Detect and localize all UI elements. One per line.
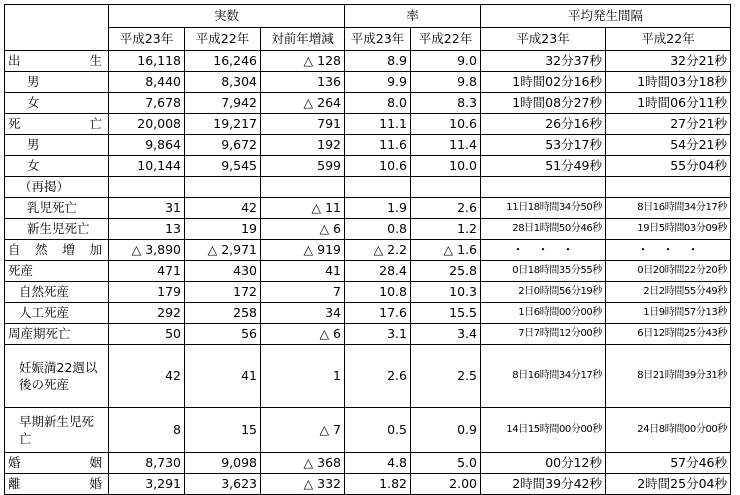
change-value: 136 — [261, 72, 345, 93]
interval-h23: 7日7時間12分00秒 — [481, 324, 606, 345]
count-h23: 8,440 — [109, 72, 185, 93]
row-label: 離 婚 — [5, 474, 109, 495]
row-label: 乳児死亡 — [5, 198, 109, 219]
table-row — [5, 51, 731, 72]
rate-h23: 28.4 — [345, 261, 411, 282]
rate-h23: 9.9 — [345, 72, 411, 93]
count-h22: 41 — [185, 345, 261, 408]
rate-h22: 10.6 — [411, 114, 481, 135]
count-h22: 19 — [185, 219, 261, 240]
interval-h22: 55分04秒 — [606, 156, 731, 177]
count-h22: 42 — [185, 198, 261, 219]
change-value: 599 — [261, 156, 345, 177]
rate-h23: 8.9 — [345, 51, 411, 72]
interval-h22: 8日21時間39分31秒 — [606, 345, 731, 408]
rate-h23: 0.5 — [345, 408, 411, 453]
rate-h23: 3.1 — [345, 324, 411, 345]
count-h22: 172 — [185, 282, 261, 303]
count-h22: 15 — [185, 408, 261, 453]
count-h23: 3,291 — [109, 474, 185, 495]
rate-h22: 2.6 — [411, 198, 481, 219]
table-row — [5, 156, 731, 177]
interval-h23: 2日0時間56分19秒 — [481, 282, 606, 303]
rate-h22: 10.3 — [411, 282, 481, 303]
rate-h23: △ 2.2 — [345, 240, 411, 261]
interval-h23 — [481, 177, 606, 198]
interval-h22: 8日16時間34分17秒 — [606, 198, 731, 219]
rate-h23: 4.8 — [345, 453, 411, 474]
count-h23: 179 — [109, 282, 185, 303]
header-rate-h23: 平成23年 — [345, 28, 411, 51]
interval-h23: 1時間08分27秒 — [481, 93, 606, 114]
change-value: △ 264 — [261, 93, 345, 114]
interval-h22: 54分21秒 — [606, 135, 731, 156]
count-h22: 8,304 — [185, 72, 261, 93]
change-value: 192 — [261, 135, 345, 156]
row-label: 自 然 増 加 — [5, 240, 109, 261]
corner-cell — [5, 5, 109, 28]
table-row — [5, 345, 731, 408]
count-h22: 7,942 — [185, 93, 261, 114]
table-row — [5, 408, 731, 453]
change-value: △ 7 — [261, 408, 345, 453]
table-row — [5, 303, 731, 324]
interval-h22: 1日9時間57分13秒 — [606, 303, 731, 324]
interval-h23: ・ ・ ・ — [481, 240, 606, 261]
count-h22: 9,672 — [185, 135, 261, 156]
count-h22: 19,217 — [185, 114, 261, 135]
count-h23 — [109, 177, 185, 198]
rate-h22: 9.0 — [411, 51, 481, 72]
rate-h22: 2.5 — [411, 345, 481, 408]
table-row — [5, 114, 731, 135]
count-h23: 471 — [109, 261, 185, 282]
count-h23: 42 — [109, 345, 185, 408]
count-h23: △ 3,890 — [109, 240, 185, 261]
change-value: △ 6 — [261, 219, 345, 240]
count-h23: 8 — [109, 408, 185, 453]
rate-h22: 8.3 — [411, 93, 481, 114]
rate-h23: 11.1 — [345, 114, 411, 135]
rate-h22: 3.4 — [411, 324, 481, 345]
rate-h23: 17.6 — [345, 303, 411, 324]
interval-h22: 2時間25分04秒 — [606, 474, 731, 495]
interval-h22: 6日12時間25分43秒 — [606, 324, 731, 345]
count-h23: 20,008 — [109, 114, 185, 135]
change-value: △ 11 — [261, 198, 345, 219]
table-row — [5, 261, 731, 282]
change-value: 7 — [261, 282, 345, 303]
rate-h22: 5.0 — [411, 453, 481, 474]
rate-h22: △ 1.6 — [411, 240, 481, 261]
rate-h22 — [411, 177, 481, 198]
table-row — [5, 177, 731, 198]
header-interval-h23: 平成23年 — [481, 28, 606, 51]
change-value: 1 — [261, 345, 345, 408]
rate-h22: 25.8 — [411, 261, 481, 282]
interval-h23: 28日1時間50分46秒 — [481, 219, 606, 240]
row-label: 男 — [5, 135, 109, 156]
count-h23: 292 — [109, 303, 185, 324]
interval-h22 — [606, 177, 731, 198]
row-label: 女 — [5, 156, 109, 177]
rate-h23: 10.8 — [345, 282, 411, 303]
vital-statistics-table — [4, 4, 731, 495]
header-change: 対前年増減 — [261, 28, 345, 51]
row-label: 婚 姻 — [5, 453, 109, 474]
rate-h22: 10.0 — [411, 156, 481, 177]
rate-h22: 9.8 — [411, 72, 481, 93]
interval-h22: ・ ・ ・ — [606, 240, 731, 261]
header-rate-h22: 平成22年 — [411, 28, 481, 51]
change-value — [261, 177, 345, 198]
row-label: 死 亡 — [5, 114, 109, 135]
corner-cell-lower — [5, 28, 109, 51]
interval-h22: 0日20時間22分20秒 — [606, 261, 731, 282]
rate-h23: 10.6 — [345, 156, 411, 177]
header-count-h23: 平成23年 — [109, 28, 185, 51]
row-label: 周産期死亡 — [5, 324, 109, 345]
count-h22: 56 — [185, 324, 261, 345]
interval-h23: 00分12秒 — [481, 453, 606, 474]
count-h23: 50 — [109, 324, 185, 345]
interval-h23: 1時間02分16秒 — [481, 72, 606, 93]
change-value: △ 332 — [261, 474, 345, 495]
interval-h22: 57分46秒 — [606, 453, 731, 474]
rate-h23: 11.6 — [345, 135, 411, 156]
interval-h23: 14日15時間00分00秒 — [481, 408, 606, 453]
count-h22: 430 — [185, 261, 261, 282]
interval-h22: 19日5時間03分09秒 — [606, 219, 731, 240]
rate-h23: 8.0 — [345, 93, 411, 114]
row-label: （再掲） — [5, 177, 109, 198]
header-group-counts: 実数 — [109, 5, 345, 28]
interval-h23: 32分37秒 — [481, 51, 606, 72]
row-label: 人工死産 — [5, 303, 109, 324]
header-row-groups — [5, 5, 731, 28]
count-h22: 3,623 — [185, 474, 261, 495]
rate-h22: 2.00 — [411, 474, 481, 495]
count-h23: 16,118 — [109, 51, 185, 72]
count-h22 — [185, 177, 261, 198]
row-label: 新生児死亡 — [5, 219, 109, 240]
row-label: 女 — [5, 93, 109, 114]
row-label: 妊娠満22週以後の死産 — [5, 345, 109, 408]
table-row — [5, 474, 731, 495]
count-h23: 9,864 — [109, 135, 185, 156]
change-value: 34 — [261, 303, 345, 324]
change-value: 791 — [261, 114, 345, 135]
interval-h23: 51分49秒 — [481, 156, 606, 177]
table-row — [5, 240, 731, 261]
rate-h22: 1.2 — [411, 219, 481, 240]
interval-h22: 24日8時間00分00秒 — [606, 408, 731, 453]
interval-h22: 1時間06分11秒 — [606, 93, 731, 114]
header-group-rate: 率 — [345, 5, 481, 28]
change-value: △ 128 — [261, 51, 345, 72]
rate-h23 — [345, 177, 411, 198]
count-h22: 9,545 — [185, 156, 261, 177]
interval-h23: 11日18時間34分50秒 — [481, 198, 606, 219]
rate-h22: 15.5 — [411, 303, 481, 324]
table-row — [5, 453, 731, 474]
row-label: 自然死産 — [5, 282, 109, 303]
rate-h22: 11.4 — [411, 135, 481, 156]
table-row — [5, 198, 731, 219]
interval-h23: 0日18時間35分55秒 — [481, 261, 606, 282]
rate-h23: 2.6 — [345, 345, 411, 408]
interval-h23: 26分16秒 — [481, 114, 606, 135]
rate-h22: 0.9 — [411, 408, 481, 453]
interval-h23: 1日6時間00分00秒 — [481, 303, 606, 324]
count-h23: 10,144 — [109, 156, 185, 177]
count-h22: 258 — [185, 303, 261, 324]
header-row-years — [5, 28, 731, 51]
interval-h23: 2時間39分42秒 — [481, 474, 606, 495]
count-h22: 9,098 — [185, 453, 261, 474]
count-h23: 13 — [109, 219, 185, 240]
interval-h22: 1時間03分18秒 — [606, 72, 731, 93]
row-label: 男 — [5, 72, 109, 93]
interval-h23: 53分17秒 — [481, 135, 606, 156]
count-h22: 16,246 — [185, 51, 261, 72]
table-row — [5, 135, 731, 156]
header-group-interval: 平均発生間隔 — [481, 5, 731, 28]
row-label: 早期新生児死亡 — [5, 408, 109, 453]
header-count-h22: 平成22年 — [185, 28, 261, 51]
change-value: △ 368 — [261, 453, 345, 474]
table-row — [5, 282, 731, 303]
row-label: 出 生 — [5, 51, 109, 72]
table-row — [5, 72, 731, 93]
change-value: 41 — [261, 261, 345, 282]
rate-h23: 1.82 — [345, 474, 411, 495]
rate-h23: 0.8 — [345, 219, 411, 240]
header-interval-h22: 平成22年 — [606, 28, 731, 51]
interval-h23: 8日16時間34分17秒 — [481, 345, 606, 408]
table-row — [5, 324, 731, 345]
count-h23: 8,730 — [109, 453, 185, 474]
table-row — [5, 93, 731, 114]
interval-h22: 32分21秒 — [606, 51, 731, 72]
table-row — [5, 219, 731, 240]
interval-h22: 2日2時間55分49秒 — [606, 282, 731, 303]
count-h22: △ 2,971 — [185, 240, 261, 261]
count-h23: 31 — [109, 198, 185, 219]
rate-h23: 1.9 — [345, 198, 411, 219]
interval-h22: 27分21秒 — [606, 114, 731, 135]
row-label: 死産 — [5, 261, 109, 282]
change-value: △ 919 — [261, 240, 345, 261]
count-h23: 7,678 — [109, 93, 185, 114]
change-value: △ 6 — [261, 324, 345, 345]
